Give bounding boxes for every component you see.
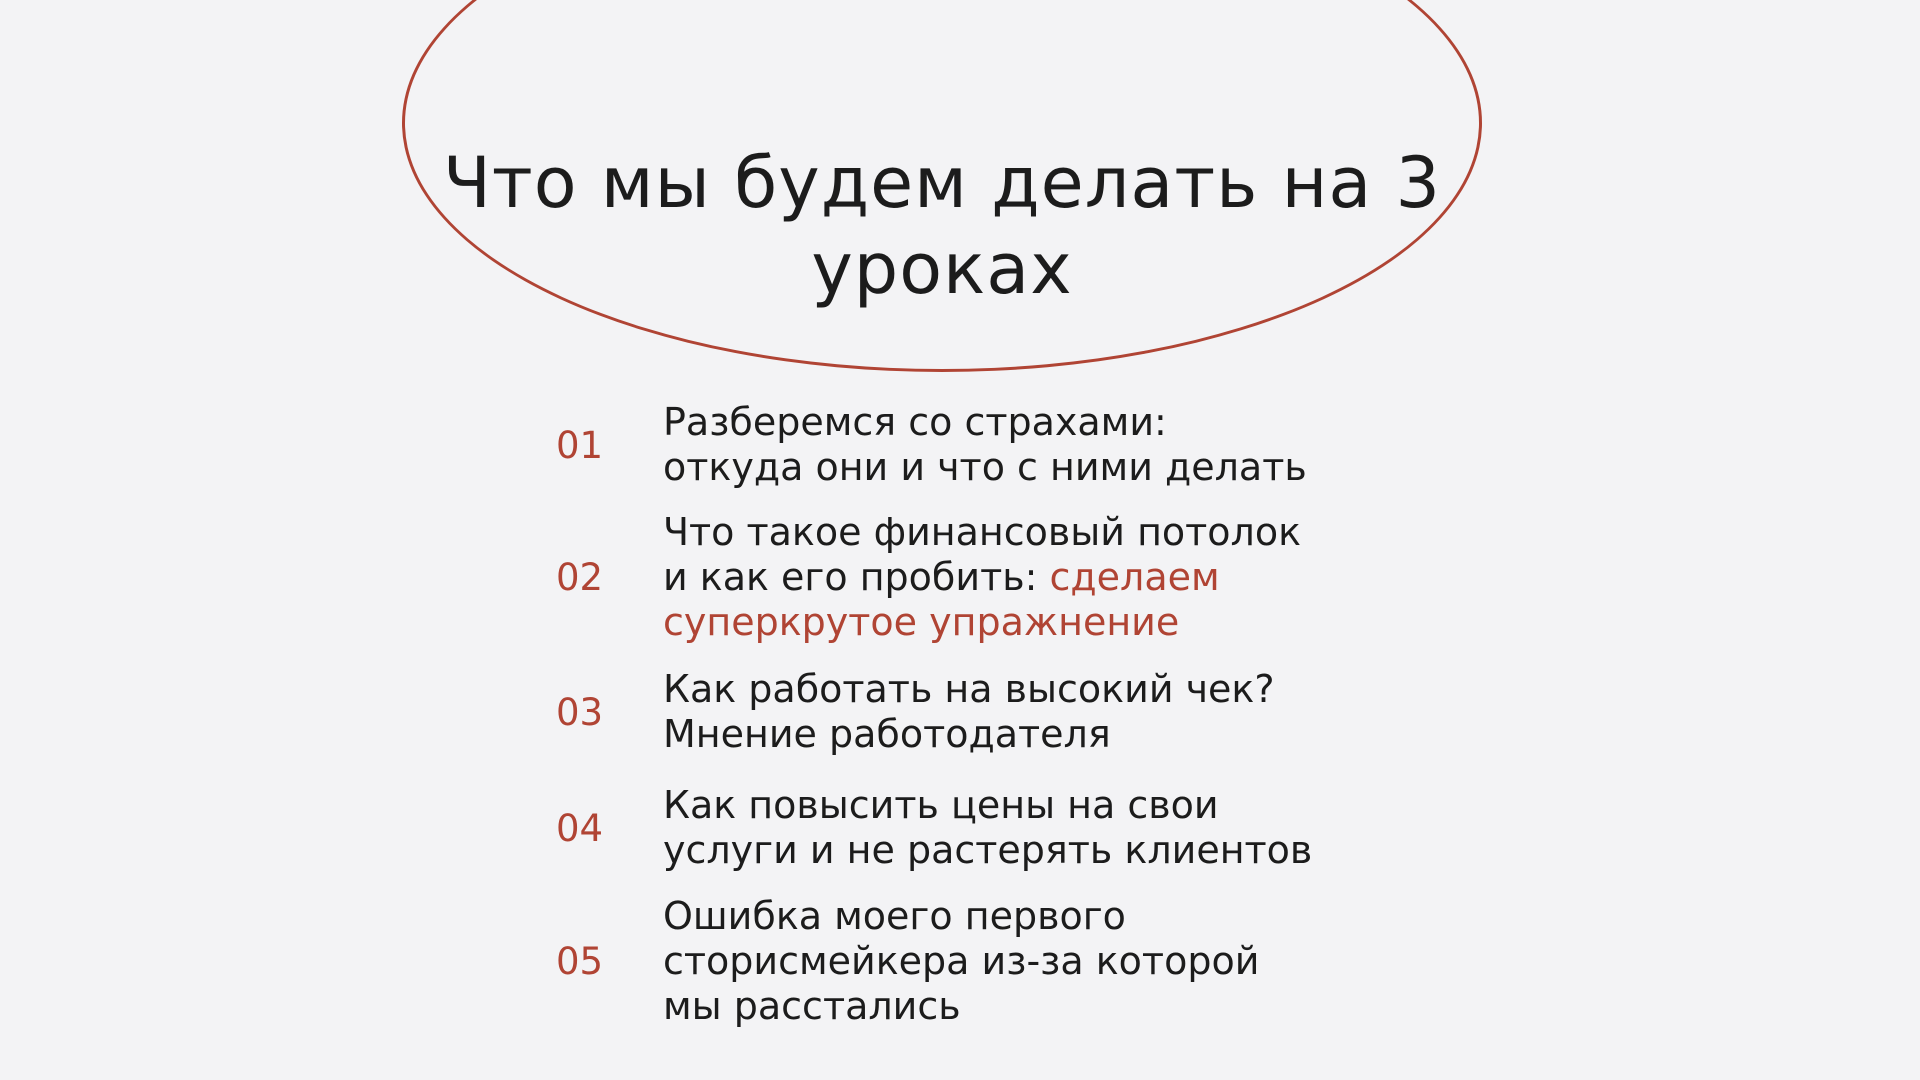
item-text: Ошибка моего первого сторисмейкера из-за которой мы расстались	[663, 893, 1260, 1028]
list-item	[556, 668, 1556, 756]
list-item	[556, 510, 1556, 644]
item-number: 04	[556, 806, 604, 850]
item-number: 02	[556, 555, 604, 599]
item-number: 01	[556, 423, 604, 467]
item-number: 03	[556, 690, 604, 734]
item-text: Разберемся со страхами: откуда они и что с ними делать	[663, 400, 1307, 489]
list-item	[556, 784, 1556, 872]
item-text-highlight: сделаем суперкрутое упражнение	[663, 554, 1220, 644]
list-item	[556, 401, 1556, 489]
item-text-main: Что такое финансовый потолок и как его пробить:	[663, 509, 1302, 599]
item-text: Как работать на высокий чек? Мнение работодателя	[663, 667, 1275, 756]
list-item	[556, 894, 1556, 1028]
item-text: Как повысить цены на свои услуги и не растерять клиентов	[663, 783, 1313, 872]
item-number: 05	[556, 939, 604, 983]
page-title: Что мы будем делать на 3 уроках	[442, 142, 1442, 310]
item-text	[663, 510, 1301, 645]
